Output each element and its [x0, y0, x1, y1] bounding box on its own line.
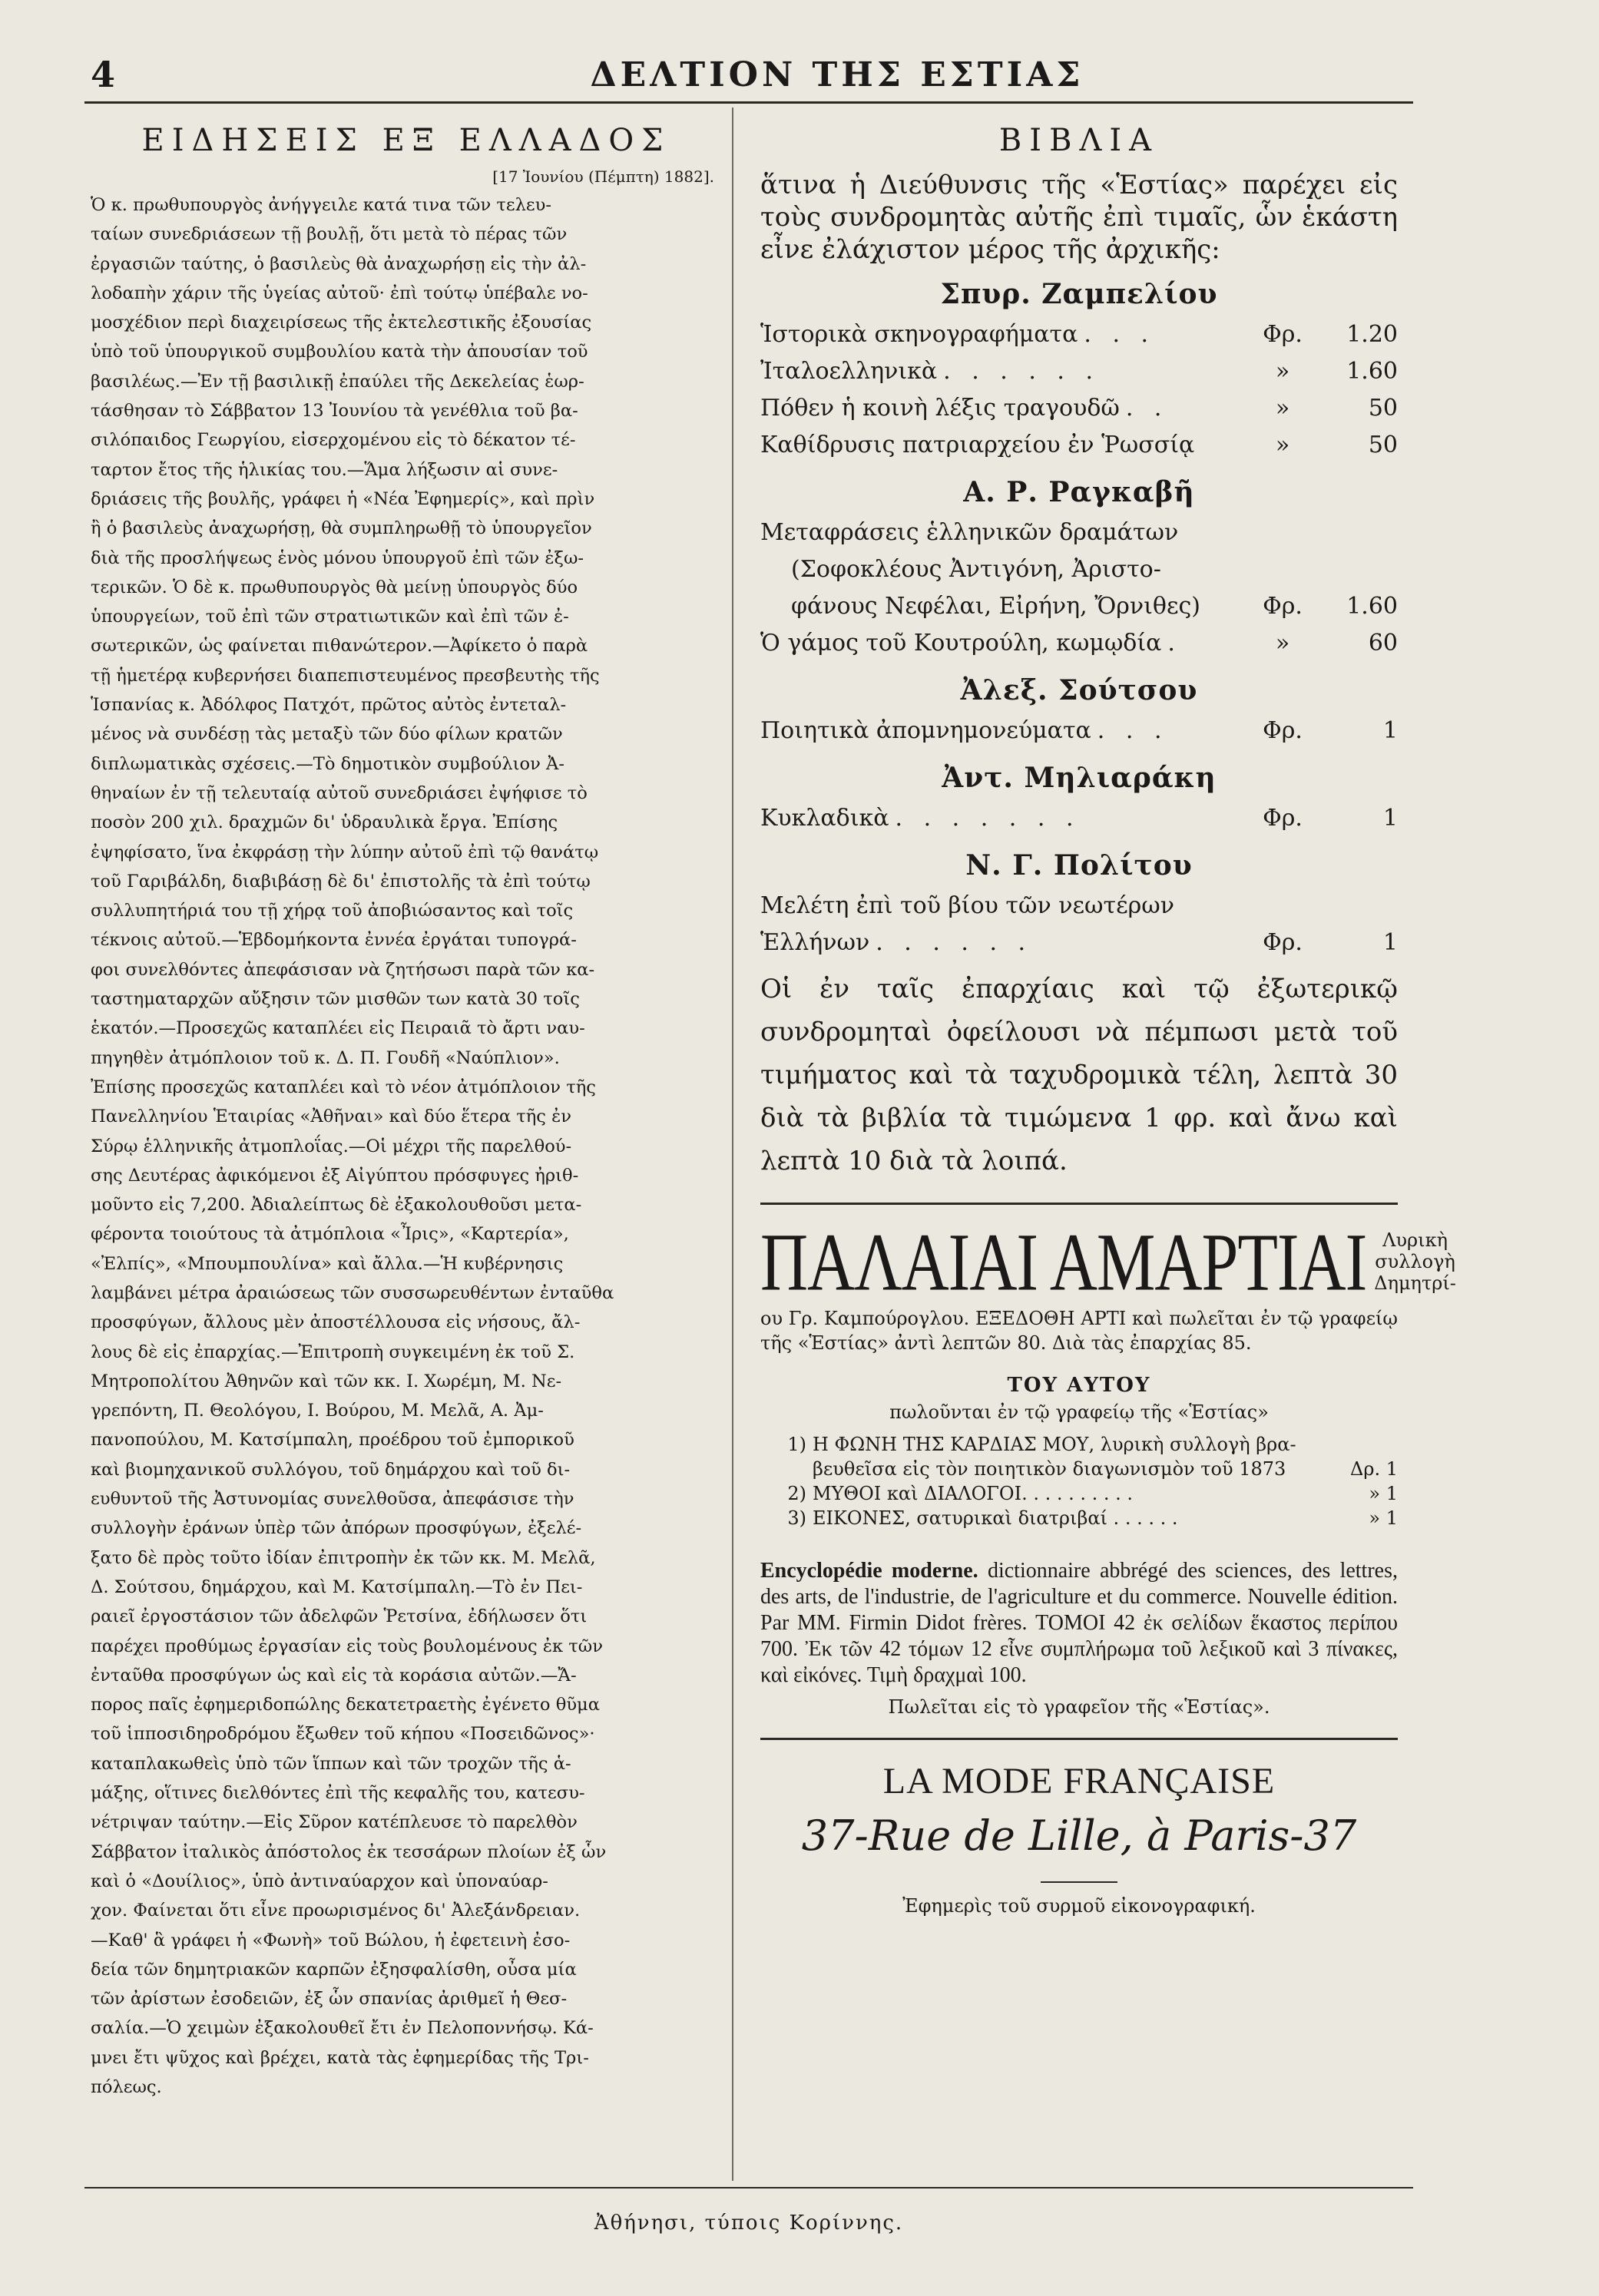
news-line: δριάσεις τῆς βουλῆς, γράφει ἡ «Νέα Ἐφημερίς», καὶ πρὶν: [91, 488, 595, 509]
news-line: ραιεῖ ἐργοστάσιον τῶν ἀδελφῶν Ῥετσίνα, ἐδήλωσεν ὅτι: [91, 1606, 588, 1627]
news-line: τερικῶν. Ὁ δὲ κ. πρωθυπουργὸς θὰ μείνῃ ὑπουργὸς δύο: [91, 577, 578, 597]
author-name: Α. Ρ. Ραγκαβῆ: [963, 476, 1195, 508]
book-price: 1: [1382, 805, 1398, 832]
author-name: Σπυρ. Ζαμπελίου: [940, 278, 1218, 310]
price-currency: »: [1275, 395, 1290, 422]
news-line: προσφύγων, ἄλλους μὲν ἀποστέλλουσα εἰς νήσους, ἄλ-: [91, 1312, 581, 1333]
item-number: 1): [787, 1434, 806, 1455]
news-line: μάξης, οἵτινες διελθόντες ἐπὶ τῆς κεφαλῆς του, κατεσυ-: [91, 1783, 585, 1804]
book-entry: [760, 316, 1398, 353]
column-divider: [732, 108, 733, 2181]
leader-dots: . . . . . .: [943, 358, 1101, 385]
news-line: θηναίων ἐν τῇ τελευταίᾳ αὐτοῦ συνεδριάσει ἐψήφισε τὸ: [91, 782, 588, 803]
news-line: ἐργασιῶν ταύτης, ὁ βασιλεὺς θὰ ἀναχωρήσῃ εἰς τὴν ἀλ-: [91, 253, 587, 274]
news-line: Πανελληνίου Ἑταιρίας «Ἀθῆναι» καὶ δύο ἕτερα τῆς ἐν: [91, 1107, 572, 1127]
book-price: 50: [1368, 395, 1398, 422]
leader-dots: . . . . . .: [876, 929, 1033, 956]
book-price: 1: [1382, 717, 1398, 744]
author-block: [760, 762, 1398, 837]
author-block: [760, 476, 1398, 662]
news-line: λοδαπὴν χάριν τῆς ὑγείας αὐτοῦ· ἐπὶ τούτῳ ὑπέβαλε νο-: [91, 283, 588, 303]
news-line: διὰ τῆς προσλήψεως ἑνὸς μόνου ὑπουργοῦ ἐπὶ τῶν ἐξω-: [91, 548, 584, 568]
item-title: βευθεῖσα εἰς τὸν ποιητικὸν διαγωνισμὸν τοῦ 1873: [813, 1458, 1286, 1480]
book-title: Ποιητικὰ ἀπομνημονεύματα: [760, 717, 1091, 744]
news-line: Σύρῳ ἑλληνικῆς ἀτμοπλοΐας.—Οἱ μέχρι τῆς παρελθού-: [91, 1136, 572, 1156]
book-title: Ἱστορικὰ σκηνογραφήματα: [760, 321, 1078, 348]
palaiai-advert: [760, 1216, 1456, 1355]
news-line: φοι συνελθόντες ἀπεφάσισαν νὰ ζητήσωσι παρὰ τῶν κα-: [91, 959, 595, 980]
tou-autou-list: [760, 1432, 1398, 1530]
leader-dots: . .: [1125, 395, 1169, 422]
tou-autou-item: [760, 1457, 1398, 1481]
book-title: φάνους Νεφέλαι, Εἰρήνη, Ὄρνιθες): [791, 593, 1200, 620]
book-entry: [760, 588, 1398, 625]
news-line: πορος παῖς ἐφημεριδοπώλης δεκατετραετὴς ἐγένετο θῦμα: [91, 1695, 600, 1715]
news-line: ξατο δὲ πρὸς τοῦτο ἰδίαν ἐπιτροπὴν ἐκ τῶν κκ. Μ. Μελᾶ,: [91, 1547, 596, 1568]
book-price: 60: [1368, 630, 1398, 657]
section-rule: [760, 1203, 1398, 1205]
news-line: ἐνταῦθα προσφύγων ὡς καὶ εἰς τὰ κοράσια αὐτῶν.—Ἄ-: [91, 1665, 577, 1686]
news-line: νέτριψαν ταύτην.—Εἰς Σῦρον κατέπλευσε τὸ παρελθὸν: [91, 1812, 578, 1833]
tou-autou-advert: [760, 1374, 1398, 1530]
price-currency: Φρ.: [1263, 805, 1303, 832]
book-description: Μελέτη ἐπὶ τοῦ βίου τῶν νεωτέρων: [760, 892, 1174, 919]
news-line: καὶ βιομηχανικοῦ συλλόγου, τοῦ δημάρχου καὶ τοῦ δι-: [91, 1459, 571, 1480]
price-currency: Φρ.: [1263, 321, 1303, 348]
mode-description: Ἐφημερὶς τοῦ συρμοῦ εἰκονογραφική.: [902, 1895, 1256, 1917]
news-line: πόλεως.: [91, 2077, 162, 2097]
item-number: 2): [787, 1483, 806, 1504]
news-line: Δ. Σούτσου, δημάρχου, καὶ Μ. Κατσίμπαλη.—Τὸ ἐν Πει-: [91, 1576, 583, 1597]
news-line: ἑκατόν.—Προσεχῶς καταπλέει εἰς Πειραιᾶ τὸ ἄρτι ναυ-: [91, 1018, 585, 1039]
leader-dots: . . . . . . .: [895, 805, 1081, 832]
leader-dots: . . .: [1097, 717, 1169, 744]
price-currency: »: [1275, 358, 1290, 385]
news-line: μένος νὰ συνδέσῃ τὰς μεταξὺ τῶν δύο φίλων κρατῶν: [91, 724, 563, 745]
news-line: τοῦ ἱπποσιδηροδρόμου ἔξωθεν τοῦ κήπου «Ποσειδῶνος»·: [91, 1724, 595, 1745]
price-currency: »: [1275, 630, 1290, 657]
price-currency: »: [1275, 432, 1290, 458]
item-title: Η ΦΩΝΗ ΤΗΣ ΚΑΡΔΙΑΣ ΜΟΥ, λυρικὴ συλλογὴ βρα-: [813, 1434, 1296, 1455]
mode-address: 37-Rue de Lille, à Paris-37: [801, 1811, 1357, 1860]
book-price: 50: [1368, 432, 1398, 458]
leader-dots: . . .: [1084, 321, 1156, 348]
books-column: [760, 123, 1456, 1917]
book-entry: [760, 625, 1398, 662]
book-price: 1.60: [1346, 358, 1398, 385]
news-body: [91, 190, 714, 2102]
book-price: 1.20: [1346, 321, 1398, 348]
news-line: Σάββατον ἰταλικὸς ἀπόστολος ἐκ τεσσάρων πλοίων ἐξ ὧν: [91, 1841, 607, 1862]
news-line: τοῦ Γαριβάλδη, διαβιβάσῃ δὲ δι' ἐπιστολῆς τὰ ἐπὶ τούτῳ: [91, 871, 591, 892]
encyclopedie-sold: Πωλεῖται εἰς τὸ γραφεῖον τῆς «Ἑστίας».: [888, 1696, 1270, 1718]
tou-autou-item: [760, 1506, 1398, 1530]
book-price: 1: [1382, 929, 1398, 956]
palaiai-side-note: Λυρικὴ συλλογὴ Δημητρί-: [1374, 1229, 1456, 1294]
news-line: ταίων συνεδριάσεων τῇ βουλῇ, ὅτι μετὰ τὸ πέρας τῶν: [91, 224, 568, 245]
book-entry: [760, 390, 1398, 427]
news-line: Ἱσπανίας κ. Ἀδόλφος Πατχότ, πρῶτος αὐτὸς ἐντεταλ-: [91, 695, 567, 716]
news-line: ὑπὸ τοῦ ὑπουργικοῦ συμβουλίου κατὰ τὴν ἀπουσίαν τοῦ: [91, 342, 588, 362]
news-line: λους δὲ εἰς ἐπαρχίας.—Ἐπιτροπὴ συγκειμένη ἐκ τοῦ Σ.: [91, 1342, 575, 1362]
news-line: ἐψηφίσατο, ἵνα ἐκφράσῃ τὴν λύπην αὐτοῦ ἐπὶ τῷ θανάτῳ: [91, 842, 599, 862]
section-rule: [760, 1738, 1398, 1740]
item-price: » 1: [1369, 1507, 1398, 1529]
news-line: ευθυντοῦ τῆς Ἀστυνομίας συνελθοῦσα, ἀπεφάσισε τὴν: [91, 1489, 574, 1510]
encyclopedie-advert: [760, 1558, 1398, 1689]
book-title: Ὁ γάμος τοῦ Κουτρούλη, κωμῳδία: [760, 630, 1162, 657]
news-line: ποσὸν 200 χιλ. δραχμῶν δι' ὑδραυλικὰ ἔργα. Ἐπίσης: [91, 812, 558, 833]
subscriber-notice: Οἱ ἐν ταῖς ἐπαρχίαις καὶ τῷ ἐξωτερικῷ συνδρομηταὶ ὀφείλουσι νὰ πέμπωσι μετὰ τοῦ τιμήματος καὶ τὰ ταχυδρομικὰ τέλη, λεπτὰ 30 διὰ τὰ βιβλία τὰ τιμώμενα 1 φρ. καὶ ἄνω καὶ λεπτὰ 10 διὰ τὰ λοιπά.: [760, 974, 1398, 1176]
news-line: σης Δευτέρας ἀφικόμενοι ἐξ Αἰγύπτου πρόσφυγες ἠριθ-: [91, 1165, 579, 1186]
news-dateline: [17 Ἰουνίου (Πέμπτη) 1882].: [492, 167, 714, 186]
palaiai-body: ου Γρ. Καμπούρογλου. ΕΞΕΔΟΘΗ ΑΡΤΙ καὶ πωλεῖται ἐν τῷ γραφείῳ τῆς «Ἑστίας» ἀντὶ λεπτῶν 80. Διὰ τὰς ἐπαρχίας 85.: [760, 1308, 1398, 1354]
book-title: Κυκλαδικὰ: [760, 805, 889, 832]
news-line: μνει ἔτι ψῦχος καὶ βρέχει, κατὰ τὰς ἐφημερίδας τῆς Τρι-: [91, 2047, 589, 2068]
news-line: —Καθ' ἃ γράφει ἡ «Φωνὴ» τοῦ Βώλου, ἡ ἐφετεινὴ ἐσο-: [91, 1930, 571, 1950]
book-title: Καθίδρυσις πατριαρχείου ἐν Ῥωσσίᾳ: [760, 432, 1195, 458]
mode-francaise-advert: [760, 1760, 1398, 1917]
news-line: σαλία.—Ὁ χειμὼν ἐξακολουθεῖ ἔτι ἐν Πελοποννήσῳ. Κά-: [91, 2018, 594, 2039]
book-title: Ἑλλήνων: [760, 929, 870, 956]
news-line: καὶ ὁ «Δουίλιος», ὑπὸ ἀντιναύαρχον καὶ ὑποναύαρ-: [91, 1871, 548, 1891]
tou-autou-item: [760, 1481, 1398, 1506]
book-price: 1.60: [1346, 593, 1398, 620]
item-price: Δρ. 1: [1350, 1458, 1398, 1480]
tou-autou-sold: πωλοῦνται ἐν τῷ γραφείῳ τῆς «Ἑστίας»: [889, 1401, 1269, 1423]
price-currency: Φρ.: [1263, 929, 1303, 956]
book-description: (Σοφοκλέους Ἀντιγόνη, Ἀριστο-: [791, 556, 1161, 583]
printer-imprint: Ἀθήνησι, τύποις Κορίννης.: [594, 2212, 904, 2235]
news-line: σιλόπαιδος Γεωργίου, εἰσερχομένου εἰς τὸ δέκατον τέ-: [91, 430, 576, 451]
mode-title: LA MODE FRANÇAISE: [882, 1761, 1276, 1801]
news-line: τέκνοις αὐτοῦ.—Ἑβδομήκοντα ἐννέα ἐργάται τυπογρά-: [91, 930, 577, 951]
author-name: Ἀλεξ. Σούτσου: [960, 674, 1198, 706]
book-entry: [760, 427, 1398, 464]
news-line: τῶν ἀρίστων ἐσοδειῶν, ἐξ ὧν σπανίας ἀριθμεῖ ἡ Θεσ-: [91, 1989, 568, 2010]
news-line: «Ἐλπίς», «Μπουμπουλίνα» καὶ ἄλλα.—Ἡ κυβέρνησις: [91, 1253, 564, 1274]
news-line: Ἐπίσης προσεχῶς καταπλέει καὶ τὸ νέον ἀτμόπλοιον τῆς: [91, 1077, 596, 1097]
item-price: » 1: [1369, 1483, 1398, 1504]
author-block: [760, 849, 1398, 961]
news-line: διπλωματικὰς σχέσεις.—Τὸ δημοτικὸν συμβούλιον Ἀ-: [91, 753, 564, 774]
author-block: [760, 674, 1398, 749]
encyclopedie-title: Encyclopédie moderne.: [760, 1559, 978, 1583]
item-number: 3): [787, 1507, 806, 1529]
news-line: χον. Φαίνεται ὅτι εἶνε προωρισμένος δι' Ἀλεξάνδρειαν.: [91, 1901, 581, 1921]
news-line: πανοπούλου, Μ. Κατσίμπαλη, προέδρου τοῦ ἐμπορικοῦ: [91, 1430, 574, 1451]
news-line: Μητροπολίτου Ἀθηνῶν καὶ τῶν κκ. Ι. Χωρέμη, Μ. Νε-: [91, 1371, 562, 1391]
news-line: πηγηθὲν ἀτμόπλοιον τοῦ κ. Δ. Π. Γουδῆ «Ναύπλιον».: [91, 1047, 560, 1068]
author-block: [760, 278, 1398, 464]
news-line: παρέχει προθύμως ἐργασίαν εἰς τοὺς βουλομένους ἐκ τῶν: [91, 1636, 603, 1656]
news-line: μοῦντο εἰς 7,200. Ἀδιαλείπτως δὲ ἐξακολουθοῦσι μετα-: [91, 1195, 582, 1216]
books-intro: ἅτινα ἡ Διεύθυνσις τῆς «Ἑστίας» παρέχει εἰς τοὺς συνδρομητὰς αὐτῆς ἐπὶ τιμαῖς, ὧν ἑκάστη εἶνε ἐλάχιστον μέρος τῆς ἀρχικῆς:: [760, 170, 1398, 265]
price-currency: Φρ.: [1263, 717, 1303, 744]
item-title: ΕΙΚΟΝΕΣ, σατυρικαὶ διατριβαί . . . . . .: [813, 1507, 1178, 1529]
encyclopedie-text: dictionnaire abbrégé des sciences, des lettres, des arts, de l'industrie, de l'agriculture et du commerce. Nouvelle édition. Par MM. Firmin Didot frères. ΤΟΜΟΙ 42 ἐκ σελίδων ἕκαστος περίπου 700. Ἐκ τῶν 42 τόμων 12 εἶνε συμπλήρωμα τοῦ λεξικοῦ καὶ 3 πίνακες, καὶ εἰκόνες. Τιμὴ δραχμαὶ 100.: [760, 1559, 1398, 1687]
book-title: Ἰταλοελληνικὰ: [760, 358, 938, 385]
news-column: [91, 123, 714, 2102]
news-line: μοσχέδιον περὶ διαχειρίσεως τῆς ἐκτελεστικῆς ἐξουσίας: [91, 313, 592, 333]
tou-autou-title: ΤΟΥ ΑΥΤΟΥ: [1007, 1374, 1151, 1397]
price-currency: Φρ.: [1263, 593, 1303, 620]
news-line: ταρτον ἔτος τῆς ἡλικίας του.—Ἅμα λήξωσιν αἱ συνε-: [91, 459, 558, 480]
news-line: σωτερικῶν, ὡς φαίνεται πιθανώτερον.—Ἀφίκετο ὁ παρὰ: [91, 636, 588, 657]
masthead: ΔΕΛΤΙΟΝ ΤΗΣ ΕΣΤΙΑΣ: [590, 55, 1084, 94]
leader-dots: .: [1167, 630, 1182, 657]
header-rule: [84, 101, 1413, 104]
item-title: ΜΥΘΟΙ καὶ ΔΙΑΛΟΓΟΙ. . . . . . . . . .: [813, 1483, 1134, 1504]
page-number: 4: [91, 54, 116, 95]
news-line: τάσθησαν τὸ Σάββατον 13 Ἰουνίου τὰ γενέθλια τοῦ βα-: [91, 401, 578, 422]
book-entry: [760, 925, 1398, 961]
news-line: λαμβάνει μέτρα ἀραιώσεως τῶν συσσωρευθέντων ἐνταῦθα: [91, 1282, 614, 1303]
news-line: ταστηματαρχῶν αὔξησιν τῶν μισθῶν των κατὰ 30 τοῖς: [91, 989, 580, 1010]
book-entry: [760, 713, 1398, 749]
book-entry: [760, 800, 1398, 837]
news-section-title: ΕΙΔΗΣΕΙΣ ΕΞ ΕΛΛΑΔΟΣ: [141, 123, 671, 158]
author-name: Ν. Γ. Πολίτου: [965, 849, 1193, 882]
author-name: Ἀντ. Μηλιαράκη: [942, 762, 1217, 794]
news-line: γρεπόντη, Π. Θεολόγου, Ι. Βούρου, Μ. Μελᾶ, Α. Ἀμ-: [91, 1401, 544, 1421]
news-line: φέροντα τοιούτους τὰ ἀτμόπλοια «Ἶρις», «Καρτερία»,: [91, 1224, 569, 1245]
book-title: Πόθεν ἡ κοινὴ λέξις τραγουδῶ: [760, 395, 1120, 422]
book-entry: [760, 353, 1398, 390]
news-line: καταπλακωθεὶς ὑπὸ τῶν ἵππων καὶ τῶν τροχῶν τῆς ἁ-: [91, 1753, 571, 1774]
news-line: δεία τῶν δημητριακῶν καρπῶν ἐξησφαλίσθη, οὖσα μία: [91, 1959, 577, 1980]
news-line: συλλυπητήριά του τῇ χήρᾳ τοῦ ἀποβιώσαντος καὶ τοῖς: [91, 901, 574, 921]
books-section-title: ΒΙΒΛΙΑ: [998, 123, 1160, 158]
news-line: ὑπουργείων, τοῦ ἐπὶ τῶν στρατιωτικῶν καὶ ἐπὶ τῶν ἐ-: [91, 607, 569, 627]
news-line: Ὁ κ. πρωθυπουργὸς ἀνήγγειλε κατά τινα τῶν τελευ-: [91, 195, 551, 215]
news-line: τῇ ἡμετέρᾳ κυβερνήσει διαπεπιστευμένος πρεσβευτὴς τῆς: [91, 665, 600, 686]
news-line: βασιλέως.—Ἐν τῇ βασιλικῇ ἐπαύλει τῆς Δεκελείας ἑωρ-: [91, 371, 584, 392]
book-description: Μεταφράσεις ἑλληνικῶν δραμάτων: [760, 519, 1179, 546]
news-line: συλλογὴν ἐράνων ὑπὲρ τῶν ἀπόρων προσφύγων, ἐξελέ-: [91, 1518, 582, 1539]
palaiai-title: ΠΑΛΑΙΑΙ ΑΜΑΡΤΙΑΙ: [760, 1216, 1367, 1308]
book-list: [760, 278, 1398, 961]
tou-autou-item: [760, 1432, 1398, 1457]
short-rule: [1041, 1881, 1117, 1883]
news-line: ἢ ὁ βασιλεὺς ἀναχωρήσῃ, θὰ συμπληρωθῇ τὸ ὑπουργεῖον: [91, 518, 592, 539]
footer-rule: [84, 2187, 1413, 2188]
